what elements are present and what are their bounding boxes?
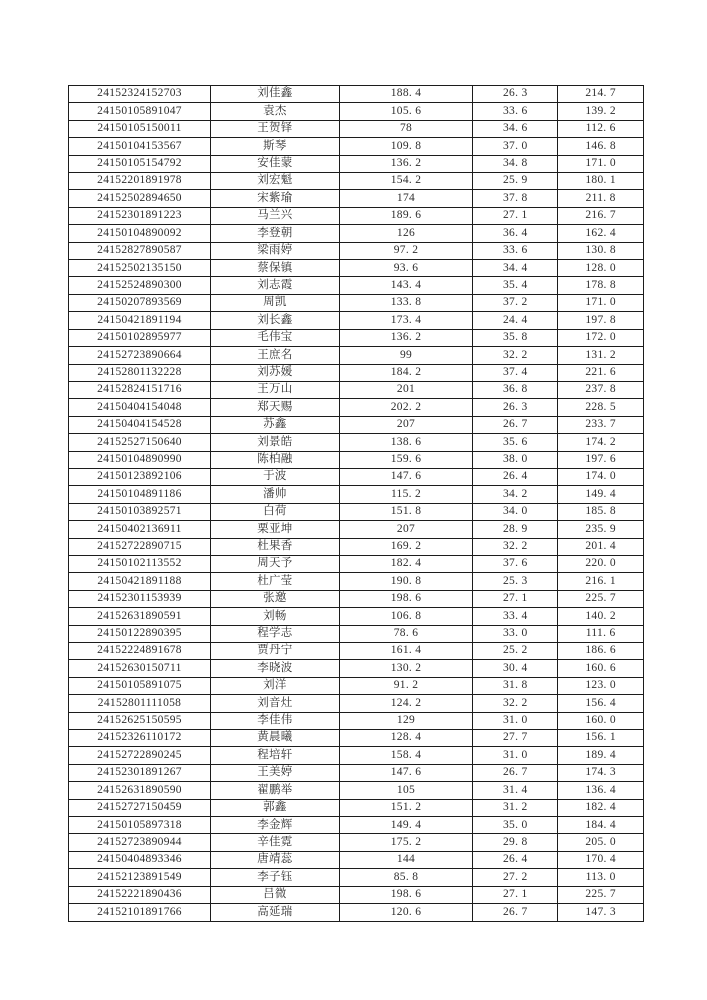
score2-cell: 32. 2 [473,695,558,712]
score2-cell: 36. 4 [473,225,558,242]
table-row [69,434,644,451]
exam-id-cell: 24150404154528 [69,416,211,433]
name-cell: 刘宏魁 [211,173,340,190]
table-row [69,712,644,729]
score1-cell: 189. 6 [339,207,472,224]
table-row [69,155,644,172]
table-row [69,138,644,155]
score1-cell: 198. 6 [339,590,472,607]
table-row [69,851,644,868]
name-cell: 李金辉 [211,817,340,834]
table-row [69,347,644,364]
score1-cell: 133. 8 [339,294,472,311]
total-cell: 182. 4 [558,799,644,816]
total-cell: 171. 0 [558,155,644,172]
total-cell: 233. 7 [558,416,644,433]
score1-cell: 97. 2 [339,242,472,259]
table-row [69,399,644,416]
name-cell: 杜果香 [211,538,340,555]
table-row [69,695,644,712]
score2-cell: 34. 4 [473,260,558,277]
score2-cell: 34. 0 [473,503,558,520]
score2-cell: 27. 1 [473,590,558,607]
table-row [69,277,644,294]
score2-cell: 31. 4 [473,782,558,799]
name-cell: 郭鑫 [211,799,340,816]
score1-cell: 147. 6 [339,468,472,485]
score2-cell: 26. 4 [473,851,558,868]
name-cell: 唐靖蕊 [211,851,340,868]
table-row [69,120,644,137]
score1-cell: 138. 6 [339,434,472,451]
total-cell: 220. 0 [558,555,644,572]
score2-cell: 27. 1 [473,207,558,224]
total-cell: 160. 0 [558,712,644,729]
total-cell: 216. 1 [558,573,644,590]
name-cell: 郑天赐 [211,399,340,416]
score2-cell: 26. 7 [473,904,558,921]
exam-id-cell: 24152301891267 [69,764,211,781]
table-row [69,364,644,381]
score1-cell: 149. 4 [339,817,472,834]
exam-id-cell: 24152722890245 [69,747,211,764]
score2-cell: 30. 4 [473,660,558,677]
table-row [69,573,644,590]
score2-cell: 37. 2 [473,294,558,311]
name-cell: 苏鑫 [211,416,340,433]
exam-id-cell: 24152827890587 [69,242,211,259]
score1-cell: 198. 6 [339,886,472,903]
name-cell: 毛伟宝 [211,329,340,346]
total-cell: 237. 8 [558,381,644,398]
table-row [69,799,644,816]
score2-cell: 38. 0 [473,451,558,468]
table-row [69,503,644,520]
table-row [69,86,644,103]
score1-cell: 143. 4 [339,277,472,294]
exam-id-cell: 24150207893569 [69,294,211,311]
exam-id-cell: 24150421891194 [69,312,211,329]
total-cell: 180. 1 [558,173,644,190]
score1-cell: 99 [339,347,472,364]
table-row [69,643,644,660]
score2-cell: 25. 3 [473,573,558,590]
score1-cell: 109. 8 [339,138,472,155]
total-cell: 216. 7 [558,207,644,224]
score1-cell: 105 [339,782,472,799]
exam-id-cell: 24152727150459 [69,799,211,816]
name-cell: 张邀 [211,590,340,607]
name-cell: 刘畅 [211,608,340,625]
name-cell: 李子钰 [211,869,340,886]
exam-id-cell: 24150102113552 [69,555,211,572]
exam-id-cell: 24152824151716 [69,381,211,398]
exam-id-cell: 24152527150640 [69,434,211,451]
score1-cell: 184. 2 [339,364,472,381]
score1-cell: 161. 4 [339,643,472,660]
exam-id-cell: 24150105897318 [69,817,211,834]
score2-cell: 32. 2 [473,538,558,555]
table-row [69,660,644,677]
exam-id-cell: 24152502894650 [69,190,211,207]
name-cell: 王庶名 [211,347,340,364]
score1-cell: 151. 8 [339,503,472,520]
name-cell: 潘帅 [211,486,340,503]
total-cell: 139. 2 [558,103,644,120]
score2-cell: 37. 6 [473,555,558,572]
score1-cell: 129 [339,712,472,729]
total-cell: 171. 0 [558,294,644,311]
name-cell: 王美婷 [211,764,340,781]
total-cell: 111. 6 [558,625,644,642]
table-row [69,608,644,625]
exam-id-cell: 24150123892106 [69,468,211,485]
exam-id-cell: 24150104890990 [69,451,211,468]
score1-cell: 93. 6 [339,260,472,277]
score1-cell: 147. 6 [339,764,472,781]
name-cell: 程学志 [211,625,340,642]
table-row [69,416,644,433]
name-cell: 白荷 [211,503,340,520]
name-cell: 贾丹宁 [211,643,340,660]
score1-cell: 85. 8 [339,869,472,886]
table-row [69,329,644,346]
table-row [69,225,644,242]
score2-cell: 28. 9 [473,521,558,538]
score1-cell: 207 [339,521,472,538]
exam-id-cell: 24150104153567 [69,138,211,155]
name-cell: 安佳蒙 [211,155,340,172]
total-cell: 186. 6 [558,643,644,660]
score1-cell: 169. 2 [339,538,472,555]
total-cell: 113. 0 [558,869,644,886]
score2-cell: 26. 7 [473,416,558,433]
total-cell: 211. 8 [558,190,644,207]
score1-cell: 182. 4 [339,555,472,572]
exam-id-cell: 24152324152703 [69,86,211,103]
total-cell: 112. 6 [558,120,644,137]
table-row [69,904,644,921]
name-cell: 辛佳霓 [211,834,340,851]
total-cell: 174. 0 [558,468,644,485]
total-cell: 130. 8 [558,242,644,259]
exam-id-cell: 24152801132228 [69,364,211,381]
score2-cell: 24. 4 [473,312,558,329]
total-cell: 156. 4 [558,695,644,712]
score2-cell: 34. 2 [473,486,558,503]
score1-cell: 207 [339,416,472,433]
total-cell: 128. 0 [558,260,644,277]
score2-cell: 35. 6 [473,434,558,451]
exam-id-cell: 24150122890395 [69,625,211,642]
exam-id-cell: 24152722890715 [69,538,211,555]
score2-cell: 37. 4 [473,364,558,381]
table-row [69,242,644,259]
table-row [69,625,644,642]
score1-cell: 201 [339,381,472,398]
name-cell: 宋紫瑜 [211,190,340,207]
exam-id-cell: 24152123891549 [69,869,211,886]
table-row [69,538,644,555]
table-row [69,764,644,781]
score1-cell: 159. 6 [339,451,472,468]
score1-cell: 105. 6 [339,103,472,120]
score2-cell: 34. 6 [473,120,558,137]
total-cell: 146. 8 [558,138,644,155]
exam-id-cell: 24150103892571 [69,503,211,520]
total-cell: 147. 3 [558,904,644,921]
score1-cell: 128. 4 [339,730,472,747]
total-cell: 201. 4 [558,538,644,555]
table-row [69,207,644,224]
score2-cell: 27. 7 [473,730,558,747]
total-cell: 214. 7 [558,86,644,103]
name-cell: 刘长鑫 [211,312,340,329]
score1-cell: 106. 8 [339,608,472,625]
score1-cell: 188. 4 [339,86,472,103]
score1-cell: 151. 2 [339,799,472,816]
name-cell: 刘景皓 [211,434,340,451]
score1-cell: 91. 2 [339,677,472,694]
table-row [69,817,644,834]
name-cell: 李登朝 [211,225,340,242]
table-row [69,451,644,468]
table-row [69,521,644,538]
score2-cell: 36. 8 [473,381,558,398]
exam-id-cell: 24152221890436 [69,886,211,903]
total-cell: 149. 4 [558,486,644,503]
name-cell: 黄晨曦 [211,730,340,747]
name-cell: 杜广莹 [211,573,340,590]
total-cell: 123. 0 [558,677,644,694]
exam-id-cell: 24152301153939 [69,590,211,607]
score2-cell: 32. 2 [473,347,558,364]
name-cell: 袁杰 [211,103,340,120]
name-cell: 栗亚坤 [211,521,340,538]
name-cell: 刘洋 [211,677,340,694]
score1-cell: 202. 2 [339,399,472,416]
total-cell: 225. 7 [558,590,644,607]
exam-id-cell: 24150105154792 [69,155,211,172]
total-cell: 235. 9 [558,521,644,538]
score2-cell: 34. 8 [473,155,558,172]
score-table [68,85,644,922]
score2-cell: 31. 2 [473,799,558,816]
name-cell: 刘志霞 [211,277,340,294]
table-row [69,486,644,503]
total-cell: 174. 2 [558,434,644,451]
score2-cell: 33. 6 [473,242,558,259]
table-row [69,294,644,311]
score1-cell: 136. 2 [339,155,472,172]
total-cell: 170. 4 [558,851,644,868]
score2-cell: 27. 1 [473,886,558,903]
exam-id-cell: 24150105891047 [69,103,211,120]
total-cell: 189. 4 [558,747,644,764]
total-cell: 131. 2 [558,347,644,364]
exam-id-cell: 24150104891186 [69,486,211,503]
score1-cell: 126 [339,225,472,242]
score2-cell: 37. 8 [473,190,558,207]
exam-id-cell: 24150102895977 [69,329,211,346]
exam-id-cell: 24150104890092 [69,225,211,242]
total-cell: 178. 8 [558,277,644,294]
table-row [69,260,644,277]
name-cell: 王贺铎 [211,120,340,137]
exam-id-cell: 24152301891223 [69,207,211,224]
name-cell: 陈柏融 [211,451,340,468]
score2-cell: 25. 2 [473,643,558,660]
score1-cell: 120. 6 [339,904,472,921]
exam-id-cell: 24152502135150 [69,260,211,277]
total-cell: 140. 2 [558,608,644,625]
exam-id-cell: 24150402136911 [69,521,211,538]
exam-id-cell: 24152723890944 [69,834,211,851]
table-row [69,834,644,851]
exam-id-cell: 24152631890591 [69,608,211,625]
name-cell: 王万山 [211,381,340,398]
score1-cell: 154. 2 [339,173,472,190]
exam-id-cell: 24152326110172 [69,730,211,747]
exam-id-cell: 24152101891766 [69,904,211,921]
score1-cell: 78 [339,120,472,137]
score2-cell: 31. 0 [473,747,558,764]
name-cell: 马兰兴 [211,207,340,224]
table-row [69,869,644,886]
name-cell: 梁雨婷 [211,242,340,259]
table-row [69,190,644,207]
name-cell: 吕微 [211,886,340,903]
total-cell: 184. 4 [558,817,644,834]
score2-cell: 33. 6 [473,103,558,120]
total-cell: 156. 1 [558,730,644,747]
table-row [69,782,644,799]
score2-cell: 29. 8 [473,834,558,851]
total-cell: 221. 6 [558,364,644,381]
score2-cell: 26. 7 [473,764,558,781]
score2-cell: 35. 4 [473,277,558,294]
exam-id-cell: 24152801111058 [69,695,211,712]
name-cell: 李佳伟 [211,712,340,729]
score1-cell: 175. 2 [339,834,472,851]
exam-id-cell: 24152630150711 [69,660,211,677]
score-table-body [69,86,644,922]
exam-id-cell: 24150404154048 [69,399,211,416]
score1-cell: 174 [339,190,472,207]
score1-cell: 124. 2 [339,695,472,712]
total-cell: 162. 4 [558,225,644,242]
total-cell: 197. 6 [558,451,644,468]
score2-cell: 26. 3 [473,399,558,416]
score2-cell: 25. 9 [473,173,558,190]
exam-id-cell: 24152723890664 [69,347,211,364]
table-row [69,730,644,747]
total-cell: 136. 4 [558,782,644,799]
name-cell: 周天予 [211,555,340,572]
table-row [69,103,644,120]
score2-cell: 33. 4 [473,608,558,625]
total-cell: 225. 7 [558,886,644,903]
table-row [69,677,644,694]
table-row [69,468,644,485]
score2-cell: 33. 0 [473,625,558,642]
name-cell: 高延瑞 [211,904,340,921]
total-cell: 228. 5 [558,399,644,416]
total-cell: 185. 8 [558,503,644,520]
score2-cell: 26. 3 [473,86,558,103]
exam-id-cell: 24150404893346 [69,851,211,868]
name-cell: 翟鹏举 [211,782,340,799]
score1-cell: 78. 6 [339,625,472,642]
score1-cell: 173. 4 [339,312,472,329]
score2-cell: 31. 8 [473,677,558,694]
score2-cell: 26. 4 [473,468,558,485]
score2-cell: 27. 2 [473,869,558,886]
score2-cell: 35. 8 [473,329,558,346]
score1-cell: 190. 8 [339,573,472,590]
name-cell: 刘佳鑫 [211,86,340,103]
total-cell: 205. 0 [558,834,644,851]
total-cell: 172. 0 [558,329,644,346]
name-cell: 李晓波 [211,660,340,677]
exam-id-cell: 24152224891678 [69,643,211,660]
total-cell: 197. 8 [558,312,644,329]
table-row [69,173,644,190]
score2-cell: 37. 0 [473,138,558,155]
total-cell: 174. 3 [558,764,644,781]
exam-id-cell: 24150105150011 [69,120,211,137]
exam-id-cell: 24152625150595 [69,712,211,729]
name-cell: 于波 [211,468,340,485]
table-row [69,312,644,329]
table-row [69,747,644,764]
score2-cell: 31. 0 [473,712,558,729]
name-cell: 刘音灶 [211,695,340,712]
score1-cell: 115. 2 [339,486,472,503]
table-row [69,555,644,572]
score2-cell: 35. 0 [473,817,558,834]
exam-id-cell: 24152631890590 [69,782,211,799]
table-row [69,886,644,903]
table-row [69,590,644,607]
exam-id-cell: 24150421891188 [69,573,211,590]
exam-id-cell: 24150105891075 [69,677,211,694]
score1-cell: 136. 2 [339,329,472,346]
exam-id-cell: 24152524890300 [69,277,211,294]
name-cell: 蔡保镇 [211,260,340,277]
total-cell: 160. 6 [558,660,644,677]
exam-id-cell: 24152201891978 [69,173,211,190]
score1-cell: 158. 4 [339,747,472,764]
name-cell: 斯琴 [211,138,340,155]
score1-cell: 130. 2 [339,660,472,677]
name-cell: 程培轩 [211,747,340,764]
table-row [69,381,644,398]
name-cell: 刘苏媛 [211,364,340,381]
score1-cell: 144 [339,851,472,868]
name-cell: 周凯 [211,294,340,311]
